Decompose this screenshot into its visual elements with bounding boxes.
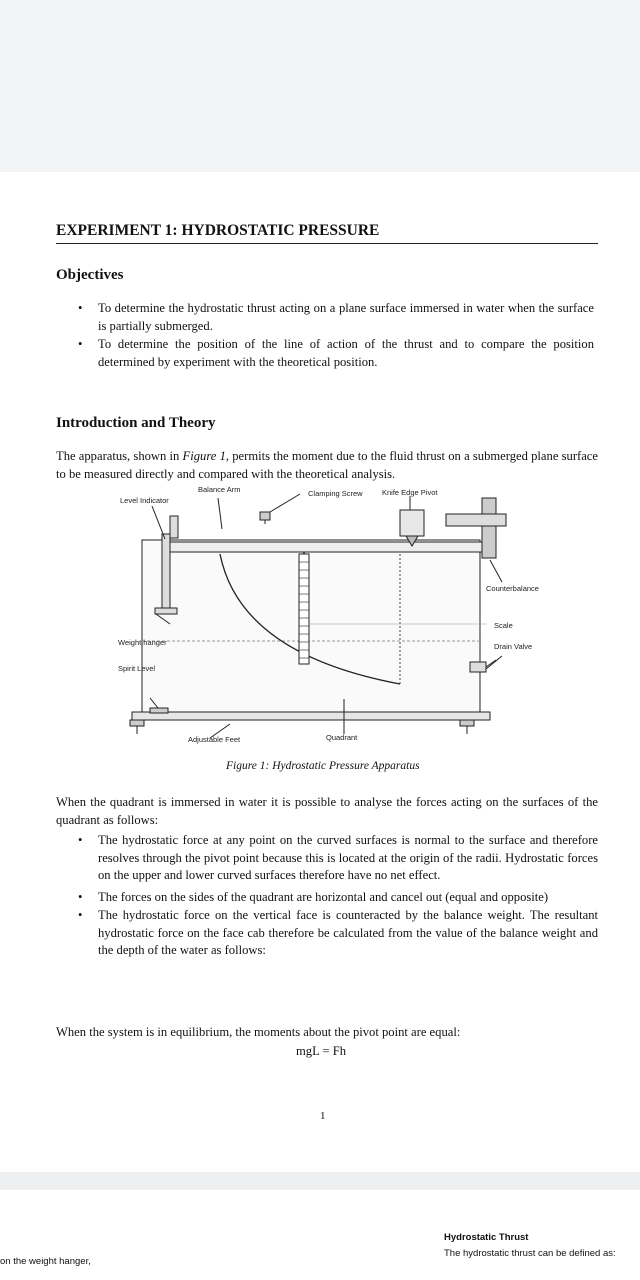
intro-heading: Introduction and Theory — [56, 415, 216, 431]
viewer-top-area — [0, 0, 640, 172]
figure-caption: Figure 1: Hydrostatic Pressure Apparatus — [226, 760, 420, 772]
equilibrium-paragraph: When the system is in equilibrium, the moments about the pivot point are equal: — [56, 1025, 461, 1039]
list-item: • To determine the hydrostatic thrust acting on a plane surface immersed in water when the surface is partially submerged. — [78, 301, 594, 333]
water-tank — [142, 540, 480, 712]
next-page-preview — [0, 1190, 640, 1280]
label-clamping-screw: Clamping Screw — [308, 489, 363, 498]
next-page-heading: Hydrostatic Thrust — [444, 1232, 529, 1243]
base-plate — [132, 712, 490, 720]
forces-paragraph: When the quadrant is immersed in water it is possible to analyse the forces acting on the surfaces of the quadrant as follows: — [56, 795, 598, 827]
page-number: 1 — [320, 1110, 326, 1122]
label-balance-arm: Balance Arm — [198, 485, 241, 494]
list-item: • To determine the position of the line of action of the thrust and to compare the position determined by experiment with the theoretical position. — [78, 337, 594, 369]
label-scale: Scale — [494, 621, 513, 630]
label-adjustable-feet: Adjustable Feet — [188, 735, 241, 744]
objectives-heading: Objectives — [56, 267, 124, 283]
equation: mgL = Fh — [296, 1044, 347, 1058]
adjustable-foot-left — [130, 720, 144, 726]
spirit-level-shape — [150, 708, 168, 713]
intro-paragraph: The apparatus, shown in Figure 1, permits the moment due to the fluid thrust on a submerged plane surface to be measured directly and compared with the theoretical analysis. — [56, 449, 598, 481]
list-item: • The hydrostatic force on the vertical face is counteracted by the balance weight. The resultant hydrostatic force on the face cab therefore be calculated from the value of the balance weight and the depth of the water as follows: — [78, 908, 598, 957]
label-spirit-level: Spirit Level — [118, 664, 156, 673]
objectives-list — [56, 300, 594, 372]
label-weight-hanger: Weight hanger — [118, 638, 167, 647]
apparatus-diagram — [110, 484, 560, 749]
label-drain-valve: Drain Valve — [494, 642, 533, 651]
counterbalance-shape — [482, 498, 496, 558]
adjustable-foot-right — [460, 720, 474, 726]
list-item: • The hydrostatic force at any point on the curved surfaces is normal to the surface and therefore resolves through the pivot point because this is located at the origin of the radii. Hydrostatic forces on the upper and lower curved surfaces therefore have no net effect. — [78, 833, 598, 882]
forces-list — [56, 832, 598, 961]
scale-strip — [299, 554, 309, 664]
next-page-left-text: on the weight hanger, — [0, 1256, 91, 1267]
clamping-screw-shape — [260, 512, 270, 520]
label-counterbalance: Counterbalance — [486, 584, 539, 593]
label-quadrant: Quadrant — [326, 733, 358, 742]
figure-reference: Figure 1 — [182, 449, 226, 463]
label-knife-edge-pivot: Knife Edge Pivot — [382, 488, 438, 497]
drain-valve-shape — [470, 662, 486, 672]
page-title: EXPERIMENT 1: HYDROSTATIC PRESSURE — [56, 222, 598, 244]
knife-edge-pivot-shape — [400, 510, 424, 536]
label-level-indicator: Level Indicator — [120, 496, 169, 505]
apparatus-figure — [110, 484, 560, 749]
next-page-text: The hydrostatic thrust can be defined as: — [444, 1248, 616, 1259]
balance-arm-shape — [165, 542, 485, 552]
level-indicator-post — [162, 534, 170, 614]
document-page — [0, 172, 640, 1172]
list-item: • The forces on the sides of the quadrant are horizontal and cancel out (equal and opposite) — [78, 889, 549, 904]
